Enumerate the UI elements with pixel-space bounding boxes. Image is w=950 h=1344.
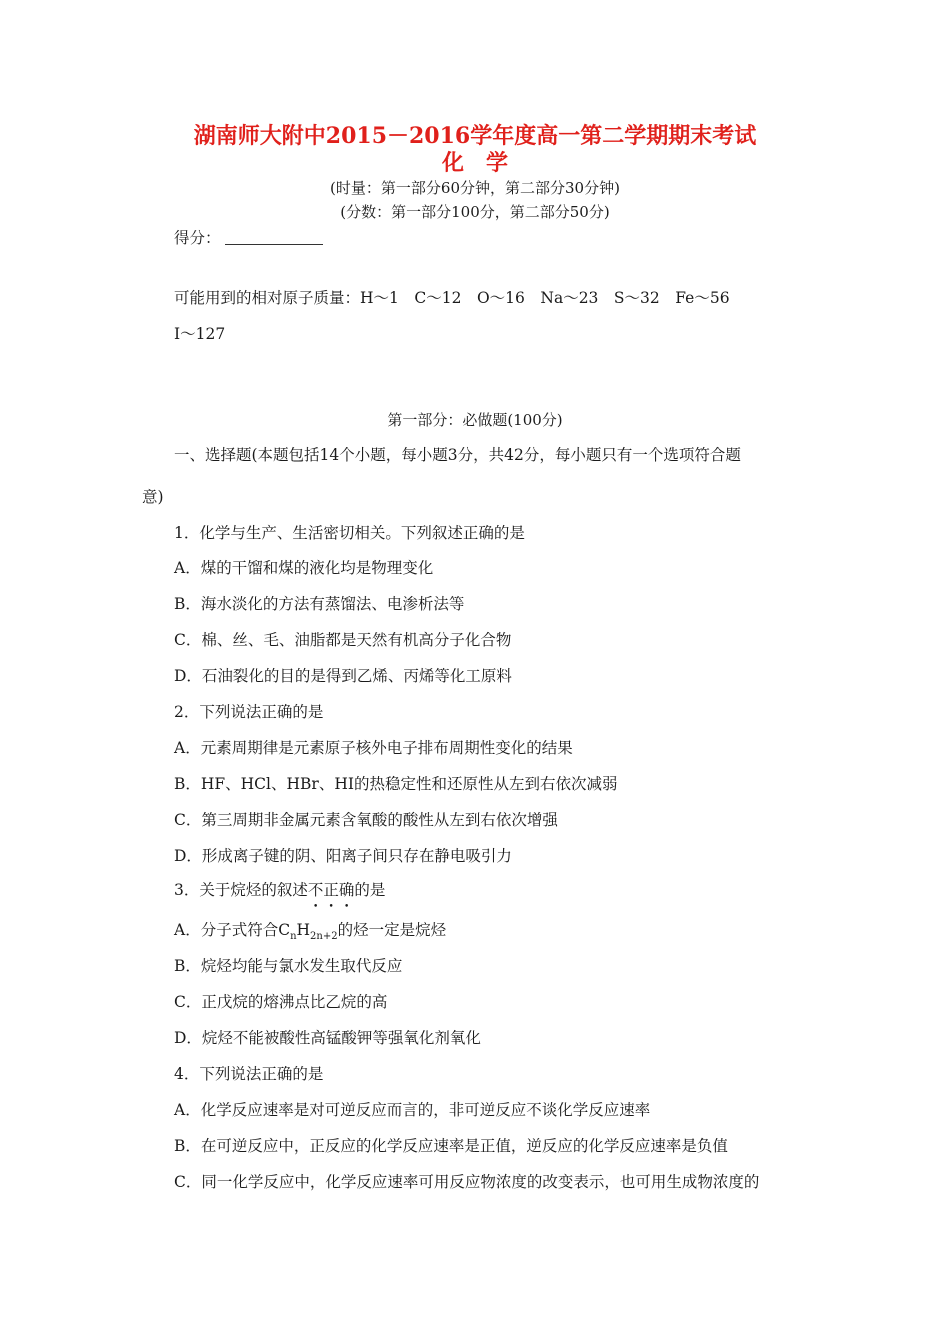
q2-option-d: D．形成离子键的阴、阳离子间只存在静电吸引力: [174, 847, 512, 865]
q2-stem: 2．下列说法正确的是: [174, 703, 324, 721]
q4-option-a: A．化学反应速率是对可逆反应而言的，非可逆反应不谈化学反应速率: [174, 1101, 651, 1119]
q1-option-d: D．石油裂化的目的是得到乙烯、丙烯等化工原料: [174, 667, 512, 685]
q3-option-a: [174, 920, 446, 947]
score-blank: [225, 230, 323, 245]
q4-option-c: C．同一化学反应中，化学反应速率可用反应物浓度的改变表示，也可用生成物浓度的: [174, 1173, 760, 1191]
q3-emph-2: 正: [323, 881, 339, 899]
section-heading-line1: 一、选择题(本题包括14个小题，每小题3分，共42分，每小题只有一个选项符合题: [174, 446, 741, 464]
score-label: 得分：: [174, 229, 221, 247]
q3-a-post: 的烃一定是烷烃: [337, 921, 447, 939]
q2-option-b: B．HF、HCl、HBr、HI的热稳定性和还原性从左到右依次减弱: [174, 775, 618, 793]
q3-a-sub1: n: [290, 931, 297, 943]
q4-option-b: B．在可逆反应中，正反应的化学反应速率是正值，逆反应的化学反应速率是负值: [174, 1137, 728, 1155]
atomic-masses-line1: 可能用到的相对原子质量：H～1 C～12 O～16 Na～23 S～32 Fe～56: [174, 289, 730, 307]
q2-option-c: C．第三周期非金属元素含氧酸的酸性从左到右依次增强: [174, 811, 558, 829]
q3-stem: [174, 880, 385, 900]
exam-title: 湖南师大附中2015－2016学年度高一第二学期期末考试: [193, 123, 757, 149]
subject-title: 化 学: [441, 150, 508, 176]
q3-option-c: C．正戊烷的熔沸点比乙烷的高: [174, 993, 388, 1011]
q1-option-c: C．棉、丝、毛、油脂都是天然有机高分子化合物: [174, 631, 512, 649]
score-info: (分数：第一部分100分，第二部分50分): [340, 203, 610, 221]
section-heading-line2: 意): [142, 488, 164, 506]
q3-emph-1: 不: [307, 881, 324, 899]
q3-a-pre: A．分子式符合C: [174, 921, 291, 939]
q2-option-a: A．元素周期律是元素原子核外电子排布周期性变化的结果: [174, 739, 573, 757]
q4-stem: 4．下列说法正确的是: [174, 1065, 324, 1083]
atomic-masses-line2: I～127: [174, 325, 226, 343]
time-info: (时量：第一部分60分钟，第二部分30分钟): [330, 179, 620, 197]
q3-option-b: B．烷烃均能与氯水发生取代反应: [174, 957, 403, 975]
q3-a-sub2: 2n+2: [310, 931, 338, 943]
part1-heading: 第一部分：必做题(100分): [387, 411, 563, 429]
q1-stem: 1．化学与生产、生活密切相关。下列叙述正确的是: [174, 524, 525, 542]
q3-option-d: D．烷烃不能被酸性高锰酸钾等强氧化剂氧化: [174, 1029, 481, 1047]
q3-stem-pre: 3．关于烷烃的叙述: [174, 881, 308, 899]
score-field: [174, 228, 323, 248]
q3-emph-3: 确: [338, 881, 355, 899]
q3-stem-post: 的是: [354, 881, 386, 899]
q1-option-a: A．煤的干馏和煤的液化均是物理变化: [174, 559, 434, 577]
q3-a-mid: H: [296, 921, 311, 939]
q1-option-b: B．海水淡化的方法有蒸馏法、电渗析法等: [174, 595, 465, 613]
